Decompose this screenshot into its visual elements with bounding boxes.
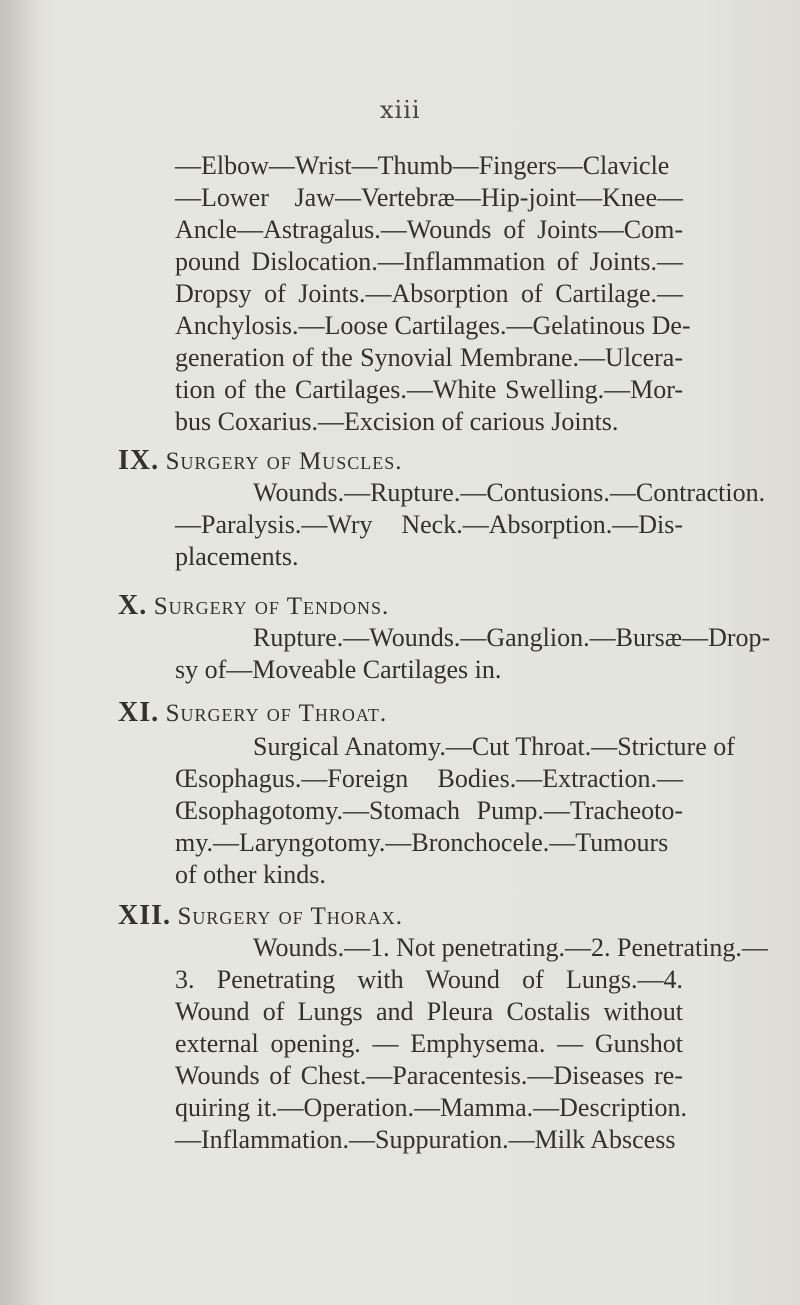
text-line: Wounds of Chest.—Paracentesis.—Diseases re- <box>175 1061 683 1090</box>
text-line: external opening. — Emphysema. — Gunshot <box>175 1029 683 1058</box>
text-line: —Inflammation.—Suppuration.—Milk Abscess <box>175 1125 676 1154</box>
section-title: Surgery of Throat. <box>165 700 388 727</box>
intro-paragraph <box>175 150 691 438</box>
text-line: placements. <box>175 542 299 571</box>
text-line: Œsophagotomy.—Stomach Pump.—Tracheoto- <box>175 796 683 825</box>
text-line: 3. Penetrating with Wound of Lungs.—4. <box>175 965 683 994</box>
text-line: Œsophagus.—Foreign Bodies.—Extraction.— <box>175 764 683 793</box>
text-line: Wound of Lungs and Pleura Costalis without <box>175 997 683 1026</box>
text-line: —Lower Jaw—Vertebræ—Hip-joint—Knee— <box>175 183 683 212</box>
section-heading-ix <box>118 445 403 477</box>
section-title: Surgery of Tendons. <box>153 593 390 620</box>
section-number: XI. <box>118 697 160 728</box>
section-heading-xi <box>118 697 387 729</box>
section-body-xi <box>175 731 735 891</box>
section-title: Surgery of Muscles. <box>165 448 403 475</box>
text-line: —Paralysis.—Wry Neck.—Absorption.—Dis- <box>175 510 683 539</box>
section-heading-x <box>118 590 389 622</box>
text-line: Wounds.—1. Not penetrating.—2. Penetrating.— <box>253 933 768 962</box>
text-line: my.—Laryngotomy.—Bronchocele.—Tumours <box>175 828 669 857</box>
section-number: XII. <box>118 900 172 931</box>
page-gutter-shadow <box>0 0 40 1305</box>
section-title: Surgery of Thorax. <box>177 903 404 930</box>
section-body-x <box>175 622 771 686</box>
page-number: xiii <box>380 96 421 124</box>
text-line: tion of the Cartilages.—White Swelling.—Mor- <box>175 375 683 404</box>
text-line: generation of the Synovial Membrane.—Ulcera- <box>175 343 683 372</box>
section-heading-xii <box>118 900 403 932</box>
text-line: Anchylosis.—Loose Cartilages.—Gelatinous De- <box>175 311 691 340</box>
text-line: pound Dislocation.—Inflammation of Joints.— <box>175 247 683 276</box>
text-line: —Elbow—Wrist—Thumb—Fingers—Clavicle <box>175 151 670 180</box>
text-line: Rupture.—Wounds.—Ganglion.—Bursæ—Drop- <box>253 623 771 652</box>
text-line: Ancle—Astragalus.—Wounds of Joints—Com- <box>175 215 683 244</box>
text-line: Surgical Anatomy.—Cut Throat.—Stricture of <box>253 732 735 761</box>
text-line: Dropsy of Joints.—Absorption of Cartilage.— <box>175 279 683 308</box>
text-line: quiring it.—Operation.—Mamma.—Description. <box>175 1093 687 1122</box>
text-line: sy of—Moveable Cartilages in. <box>175 655 502 684</box>
text-line: of other kinds. <box>175 860 326 889</box>
section-number: X. <box>118 590 148 621</box>
section-body-xii <box>175 932 768 1156</box>
section-number: IX. <box>118 445 160 476</box>
text-line: Wounds.—Rupture.—Contusions.—Contraction. <box>253 478 766 507</box>
section-body-ix <box>175 477 766 573</box>
text-line: bus Coxarius.—Excision of carious Joints. <box>175 407 619 436</box>
